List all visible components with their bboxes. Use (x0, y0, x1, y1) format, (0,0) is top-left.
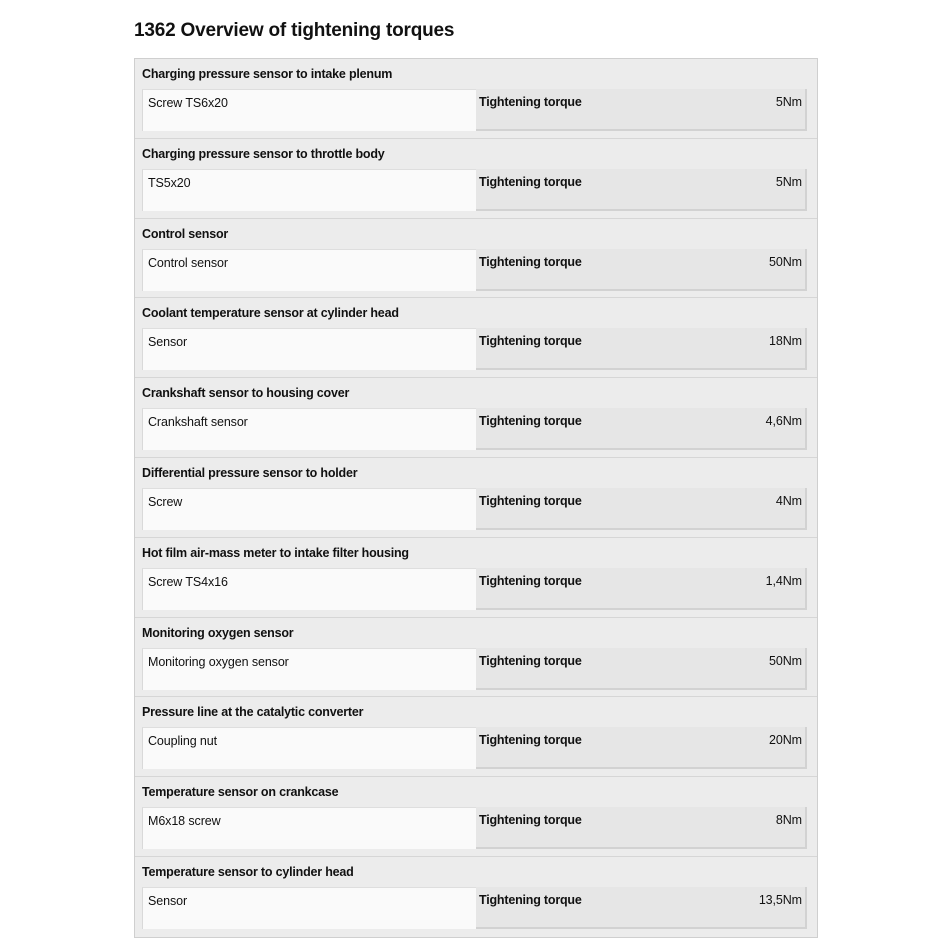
torque-row (142, 169, 807, 211)
torque-value: 50Nm (769, 653, 802, 668)
part-cell: Screw TS6x20 (142, 89, 476, 131)
section-title: Temperature sensor to cylinder head (142, 864, 354, 879)
part-cell: Sensor (142, 328, 476, 370)
torque-section (135, 219, 817, 299)
section-title: Temperature sensor on crankcase (142, 785, 339, 800)
cell-edge (805, 488, 807, 528)
torque-label: Tightening torque (479, 892, 582, 907)
torque-section (135, 697, 817, 777)
torque-cell (476, 249, 807, 291)
torque-cell (476, 169, 807, 211)
torque-value: 1,4Nm (765, 573, 802, 588)
torque-label: Tightening torque (479, 573, 582, 588)
torque-row (142, 648, 807, 690)
torque-label: Tightening torque (479, 733, 582, 748)
torque-section (135, 458, 817, 538)
section-title: Coolant temperature sensor at cylinder head (142, 306, 399, 321)
part-cell: TS5x20 (142, 169, 476, 211)
torque-cell (476, 328, 807, 370)
part-cell: Coupling nut (142, 727, 476, 769)
torque-row (142, 727, 807, 769)
torque-value: 5Nm (775, 95, 802, 109)
cell-edge (805, 807, 807, 847)
torque-section (135, 538, 817, 618)
cell-edge (805, 408, 807, 448)
torque-value: 50Nm (769, 254, 802, 269)
torque-label: Tightening torque (479, 414, 582, 429)
section-title: Hot film air-mass meter to intake filter housing (142, 545, 409, 560)
torque-label: Tightening torque (479, 334, 582, 349)
part-cell: Control sensor (142, 249, 476, 291)
torque-cell (476, 887, 807, 929)
torque-section (135, 618, 817, 698)
torque-cell (476, 648, 807, 690)
section-title: Control sensor (142, 226, 229, 241)
torque-label: Tightening torque (479, 254, 582, 269)
torque-value: 13,5Nm (758, 892, 802, 907)
torque-cell (476, 408, 807, 450)
section-title: Crankshaft sensor to housing cover (142, 386, 350, 401)
cell-edge (805, 328, 807, 368)
part-cell: Monitoring oxygen sensor (142, 648, 476, 690)
torque-cell (476, 89, 807, 131)
torque-row (142, 488, 807, 530)
part-cell: M6x18 screw (142, 807, 476, 849)
section-title: Charging pressure sensor to throttle body (142, 146, 385, 161)
torque-row (142, 328, 807, 370)
torque-row (142, 568, 807, 610)
section-title: Differential pressure sensor to holder (142, 465, 358, 480)
torque-section (135, 298, 817, 378)
section-title: Monitoring oxygen sensor (142, 625, 294, 640)
part-cell: Crankshaft sensor (142, 408, 476, 450)
torque-value: 20Nm (769, 733, 802, 748)
section-title: Pressure line at the catalytic converter (142, 705, 364, 720)
part-cell: Screw (142, 488, 476, 530)
torque-section (135, 139, 817, 219)
section-title: Charging pressure sensor to intake plenum (142, 67, 393, 81)
torque-cell (476, 568, 807, 610)
torque-row (142, 887, 807, 929)
cell-edge (805, 169, 807, 209)
torque-section (135, 777, 817, 857)
torque-value: 4,6Nm (765, 414, 802, 429)
torque-value: 18Nm (769, 334, 802, 349)
cell-edge (805, 648, 807, 688)
torque-section (135, 857, 817, 937)
cell-edge (805, 249, 807, 289)
cell-edge (805, 887, 807, 927)
cell-edge (805, 568, 807, 608)
torque-label: Tightening torque (479, 813, 582, 828)
torque-cell (476, 807, 807, 849)
torque-row (142, 249, 807, 291)
torque-table (134, 58, 818, 938)
torque-value: 5Nm (775, 174, 802, 189)
torque-row (142, 807, 807, 849)
torque-value: 4Nm (775, 493, 802, 508)
part-cell: Screw TS4x16 (142, 568, 476, 610)
torque-label: Tightening torque (479, 174, 582, 189)
torque-section (135, 59, 817, 139)
torque-label: Tightening torque (479, 95, 582, 109)
torque-row (142, 408, 807, 450)
cell-edge (805, 727, 807, 767)
torque-value: 8Nm (775, 813, 802, 828)
torque-row (142, 89, 807, 131)
torque-label: Tightening torque (479, 493, 582, 508)
part-cell: Sensor (142, 887, 476, 929)
torque-label: Tightening torque (479, 653, 582, 668)
page-title: 1362 Overview of tightening torques (134, 20, 455, 41)
torque-cell (476, 488, 807, 530)
torque-section (135, 378, 817, 458)
torque-cell (476, 727, 807, 769)
cell-edge (805, 89, 807, 129)
